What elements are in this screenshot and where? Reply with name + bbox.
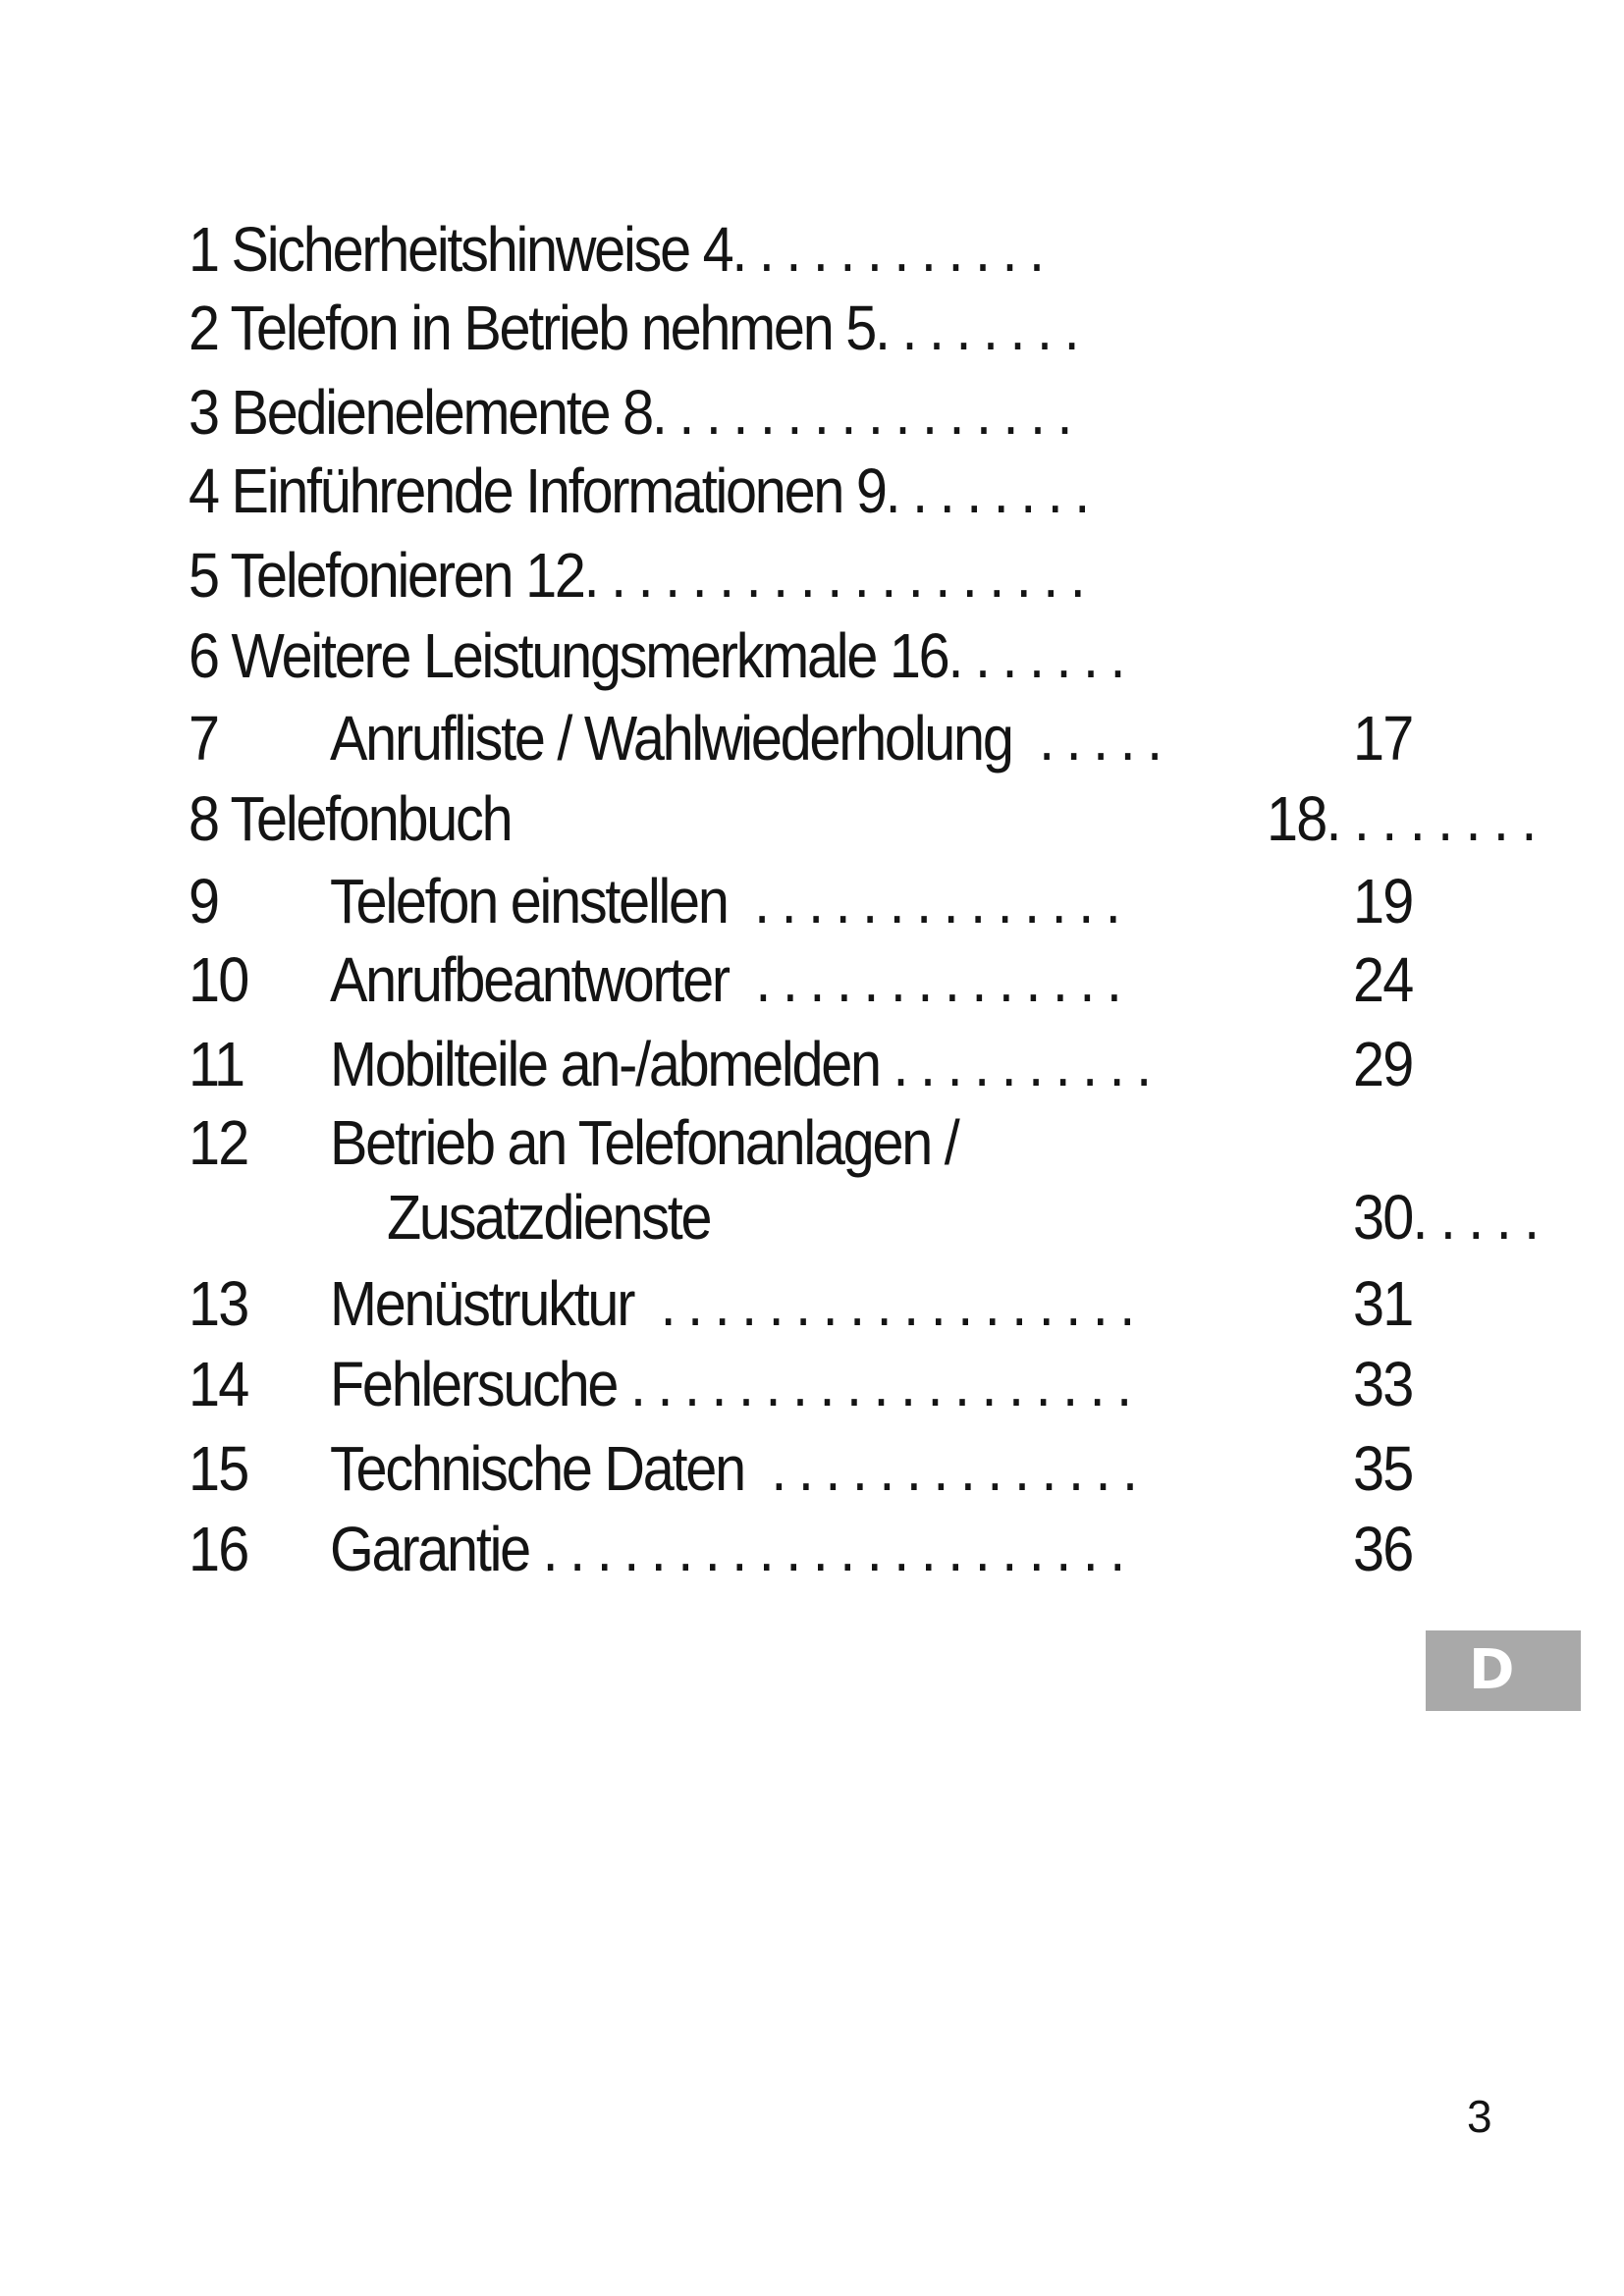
toc-entry-8-title: 8 Telefonbuch: [189, 783, 512, 854]
toc-line-4: 4 Einführende Informationen 9. . . . . . . .: [189, 455, 1088, 526]
toc-entry-11-page: 29: [1353, 1029, 1413, 1099]
language-tab: D: [1426, 1630, 1581, 1711]
toc-entry-14-page: 33: [1353, 1349, 1413, 1419]
toc-line-5: 5 Telefonieren 12. . . . . . . . . . . . . . . . . . .: [189, 540, 1084, 611]
toc-entry-12-page: 30. . . . .: [1353, 1182, 1539, 1253]
page-number: 3: [1467, 2091, 1492, 2142]
toc-entry-13-page: 31: [1353, 1268, 1413, 1339]
toc-entry-10-page: 24: [1353, 944, 1413, 1015]
toc-entry-10-number: 10: [189, 944, 248, 1015]
toc-entry-12-title-line1: Betrieb an Telefonanlagen /: [330, 1107, 958, 1178]
toc-entry-13-number: 13: [189, 1268, 248, 1339]
toc-entry-16-title: Garantie . . . . . . . . . . . . . . . . . . . . . .: [330, 1514, 1124, 1584]
toc-line-1: 1 Sicherheitshinweise 4. . . . . . . . . . . .: [189, 214, 1043, 285]
toc-entry-8-page: 18. . . . . . . .: [1267, 783, 1536, 854]
toc-entry-16-page: 36: [1353, 1514, 1413, 1584]
toc-entry-14-number: 14: [189, 1349, 248, 1419]
toc-entry-14-title: Fehlersuche . . . . . . . . . . . . . . . . . . .: [330, 1349, 1130, 1419]
toc-line-3: 3 Bedienelemente 8. . . . . . . . . . . . . . . .: [189, 377, 1071, 448]
toc-entry-11-title: Mobilteile an-/abmelden . . . . . . . . . .: [330, 1029, 1150, 1099]
toc-entry-10-title: Anrufbeantworter . . . . . . . . . . . . . .: [330, 944, 1120, 1015]
toc-entry-7-number: 7: [189, 703, 219, 774]
toc-entry-15-number: 15: [189, 1433, 248, 1504]
toc-entry-15-title: Technische Daten . . . . . . . . . . . . . .: [330, 1433, 1136, 1504]
toc-entry-9-number: 9: [189, 866, 219, 936]
toc-entry-16-number: 16: [189, 1514, 248, 1584]
toc-line-2: 2 Telefon in Betrieb nehmen 5. . . . . . . .: [189, 293, 1078, 363]
toc-line-6: 6 Weitere Leistungsmerkmale 16. . . . . . .: [189, 620, 1124, 691]
toc-entry-15-page: 35: [1353, 1433, 1413, 1504]
toc-entry-12-title-line2: Zusatzdienste: [387, 1182, 711, 1253]
toc-entry-11-number: 11: [189, 1029, 244, 1099]
toc-entry-9-title: Telefon einstellen . . . . . . . . . . . . . .: [330, 866, 1119, 936]
toc-entry-13-title: Menüstruktur . . . . . . . . . . . . . . . . . .: [330, 1268, 1133, 1339]
toc-entry-12-number: 12: [189, 1107, 248, 1178]
toc-entry-9-page: 19: [1353, 866, 1413, 936]
toc-entry-7-page: 17: [1353, 703, 1413, 774]
toc-entry-7-title: Anrufliste / Wahlwiederholung . . . . .: [330, 703, 1161, 774]
